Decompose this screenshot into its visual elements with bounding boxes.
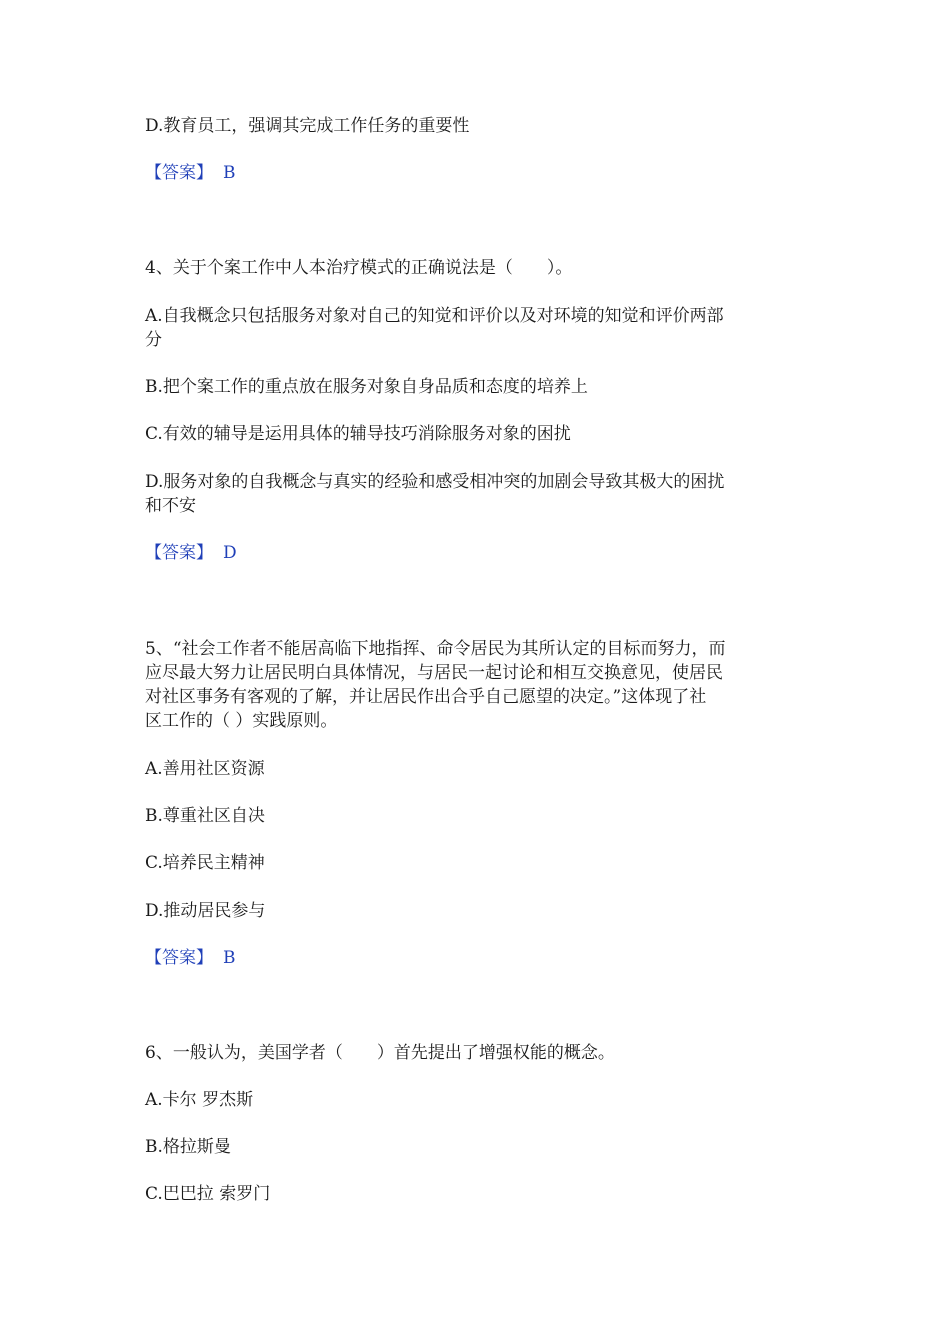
q4-option-a-line1: A.自我概念只包括服务对象对自己的知觉和评价以及对环境的知觉和评价两部 [145,306,724,326]
q5-answer [145,946,236,970]
answer-label: 【答案】 [145,543,213,563]
q4-option-d-line1: D.服务对象的自我概念与真实的经验和感受相冲突的加剧会导致其极大的困扰 [145,472,725,492]
q4-option-c: C.有效的辅导是运用具体的辅导技巧消除服务对象的困扰 [145,424,571,444]
q5-option-a: A.善用社区资源 [145,759,265,779]
q5-stem-line2: 应尽最大努力让居民明白具体情况，与居民一起讨论和相互交换意见，使居民 [145,663,723,683]
q4-option-d-line2: 和不安 [145,496,196,516]
q3-option-d: D.教育员工，强调其完成工作任务的重要性 [145,116,470,136]
q4-option-a-line2: 分 [145,330,162,350]
q6-option-c: C.巴巴拉 索罗门 [145,1184,271,1204]
q6-option-a: A.卡尔 罗杰斯 [145,1090,254,1110]
answer-label: 【答案】 [145,948,213,968]
q5-stem-line1: 5、“社会工作者不能居高临下地指挥、命令居民为其所认定的目标而努力，而 [145,639,726,659]
answer-value: D [223,543,237,563]
q5-stem-line3: 对社区事务有客观的了解，并让居民作出合乎自己愿望的决定。”这体现了社 [145,687,707,707]
q4-stem: 4、关于个案工作中人本治疗模式的正确说法是（ ）。 [145,258,573,278]
answer-label: 【答案】 [145,163,213,183]
q4-option-b: B.把个案工作的重点放在服务对象自身品质和态度的培养上 [145,377,588,397]
q5-option-d: D.推动居民参与 [145,901,266,921]
q6-stem: 6、一般认为，美国学者（ ）首先提出了增强权能的概念。 [145,1043,615,1063]
q3-answer [145,161,236,185]
q5-option-b: B.尊重社区自决 [145,806,265,826]
q5-option-c: C.培养民主精神 [145,853,265,873]
answer-value: B [223,948,236,968]
q4-answer [145,541,237,565]
answer-value: B [223,163,236,183]
q6-option-b: B.格拉斯曼 [145,1137,231,1157]
q5-stem-line4: 区工作的（ ）实践原则。 [145,711,338,731]
